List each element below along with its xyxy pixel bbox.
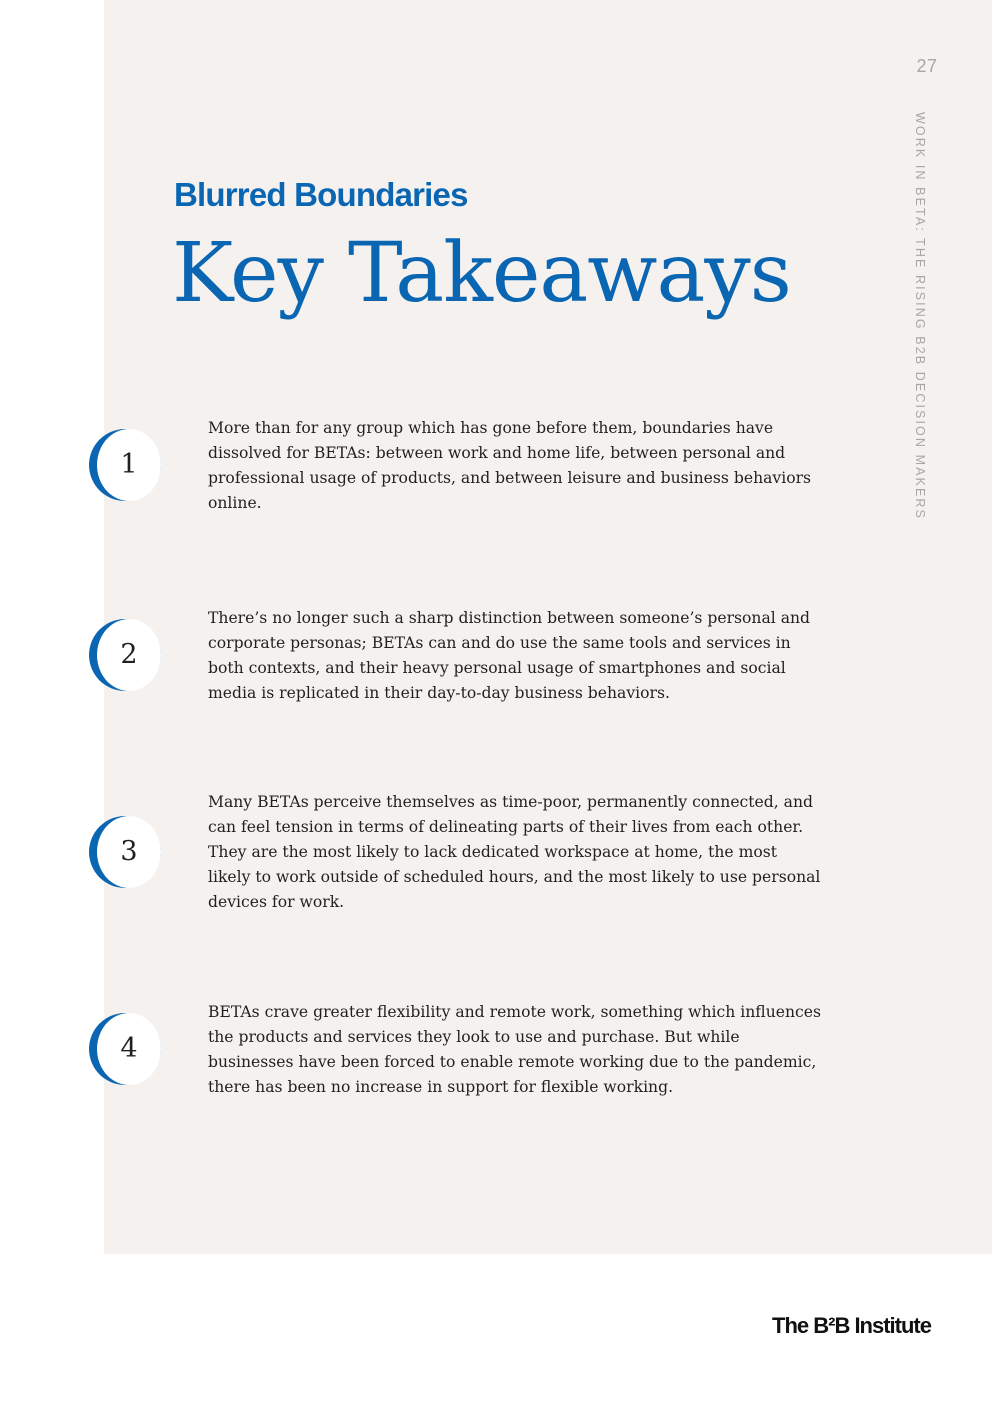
section-subtitle: Blurred Boundaries	[174, 176, 468, 213]
takeaway-number: 2	[120, 639, 138, 670]
takeaway-number: 1	[120, 449, 138, 480]
takeaway-text: There’s no longer such a sharp distinction between someone’s personal and corporate personas; BETAs can and do use the same tools and services in both contexts, and their heavy personal usage of smartphones and social media is replicated in their day-to-day business behaviors.	[208, 609, 811, 702]
running-title: WORK IN BETA: THE RISING B2B DECISION MAKERS	[913, 112, 927, 520]
takeaway-text: Many BETAs perceive themselves as time-poor, permanently connected, and can feel tension in terms of delineating parts of their lives from each other. They are the most likely to lack dedicated workspace at home, the most likely to work outside of scheduled hours, and the most likely to use personal devices for work.	[208, 793, 821, 911]
takeaway-text: BETAs crave greater flexibility and remote work, something which influences the products and services they look to use and purchase. But while businesses have been forced to enable remote working due to the pandemic, there has been no increase in support for flexible working.	[208, 1003, 821, 1096]
b2b-institute-logo: The B²B Institute	[772, 1313, 931, 1338]
page-title: Key Takeaways	[172, 226, 791, 321]
takeaway-number: 4	[120, 1033, 138, 1064]
takeaway-number: 3	[120, 836, 138, 867]
takeaway-text: More than for any group which has gone before them, boundaries have dissolved for BETAs: between work and home life, between personal and professional usage of products, and between leisure and business behaviors online.	[208, 419, 812, 512]
page-number: 27	[916, 56, 938, 76]
